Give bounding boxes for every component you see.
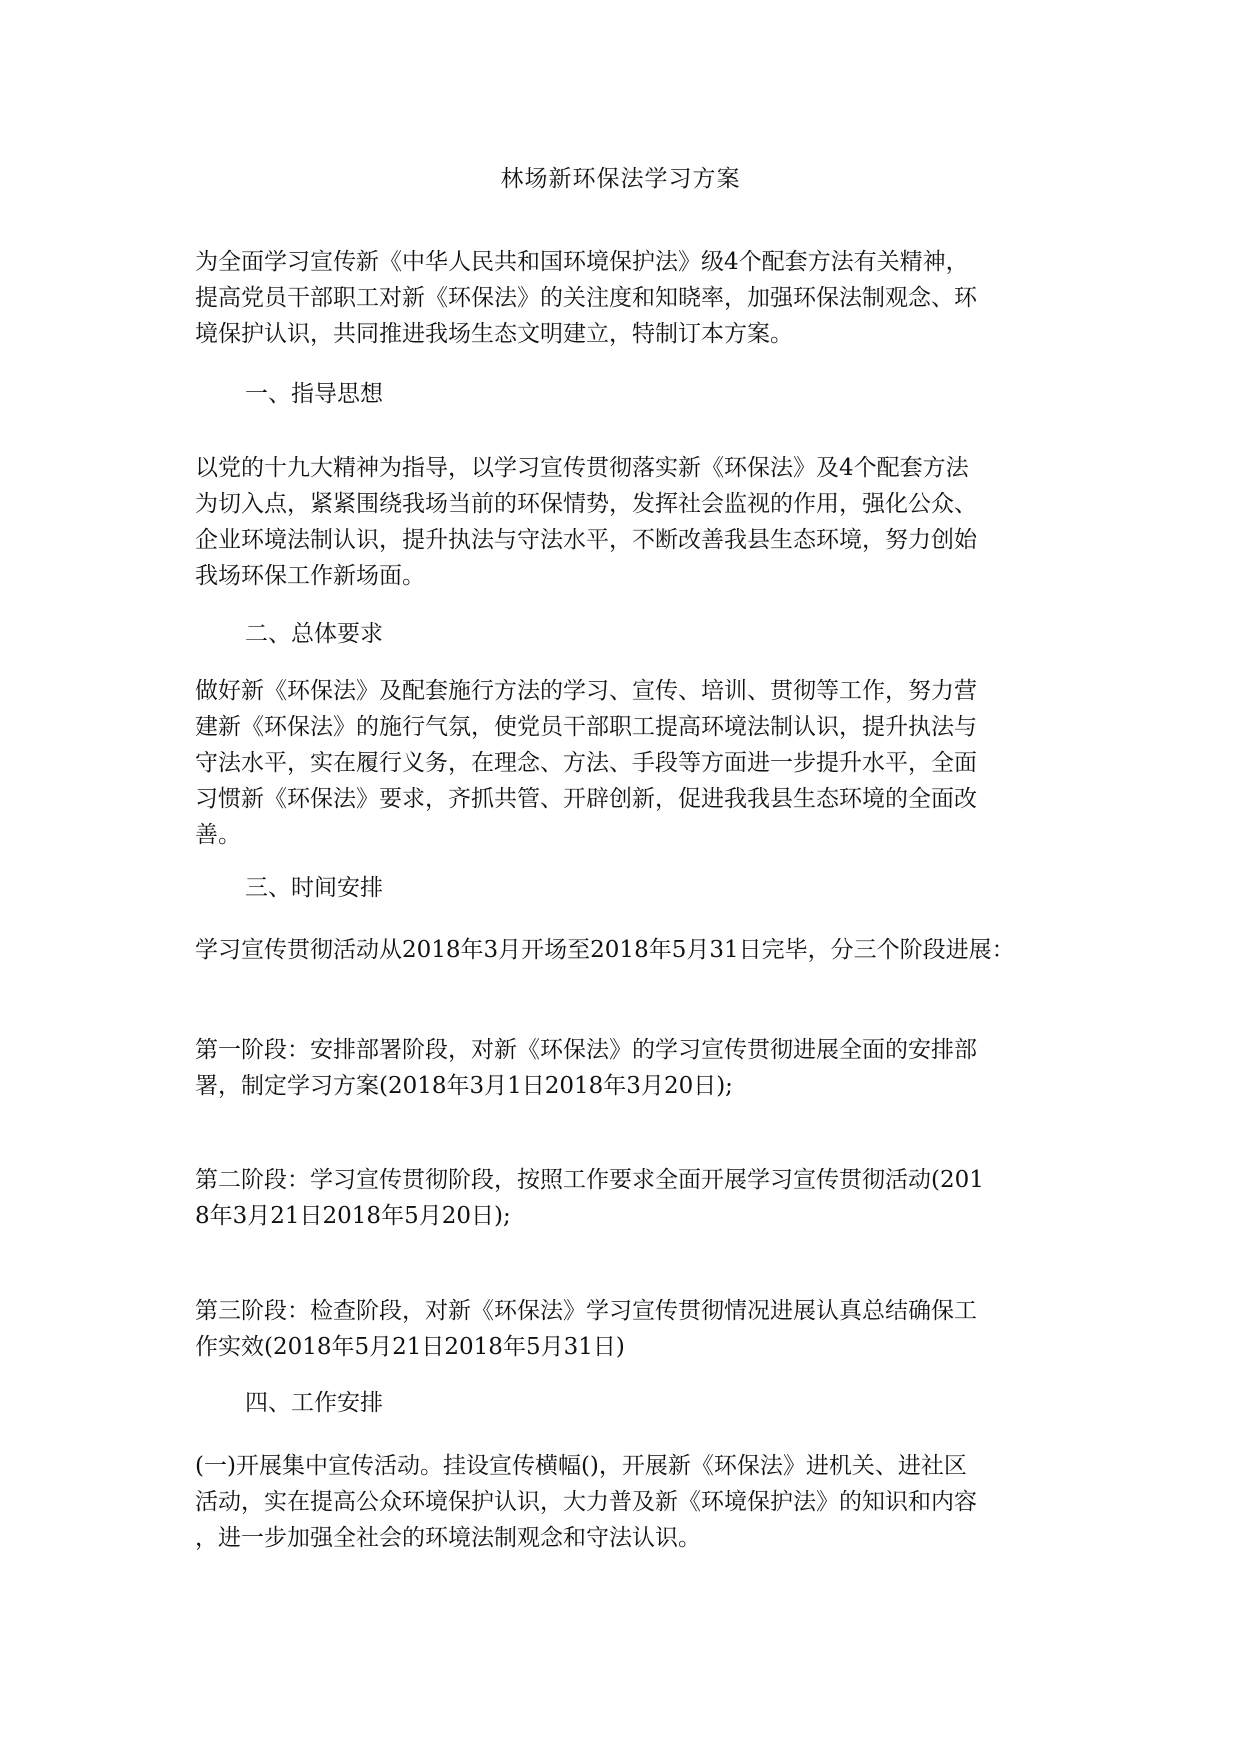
- guiding-ideology-paragraph: [195, 450, 1055, 594]
- paragraph-line: 做好新《环保法》及配套施行方法的学习、宣传、培训、贯彻等工作，努力营: [195, 678, 977, 704]
- paragraph-line: 作实效(2018年5月21日2018年5月31日): [195, 1334, 625, 1360]
- section-heading-time-schedule: 三、时间安排: [245, 875, 383, 901]
- paragraph-line: 为切入点，紧紧围绕我场当前的环保情势，发挥社会监视的作用，强化公众、: [195, 491, 977, 517]
- section-heading-guiding-ideology: 一、指导思想: [245, 381, 383, 407]
- overall-requirements-paragraph: [195, 673, 1055, 853]
- paragraph-line: 企业环境法制认识，提升执法与守法水平，不断改善我县生态环境，努力创始: [195, 527, 977, 553]
- paragraph-line: 第三阶段：检查阶段，对新《环保法》学习宣传贯彻情况进展认真总结确保工: [195, 1298, 977, 1324]
- document-title: 林场新环保法学习方案: [500, 166, 741, 192]
- paragraph-line: 建新《环保法》的施行气氛，使党员干部职工提高环境法制认识，提升执法与: [195, 714, 977, 740]
- stage-one-paragraph: [195, 1032, 1055, 1104]
- paragraph-line: 署，制定学习方案(2018年3月1日2018年3月20日);: [195, 1073, 733, 1099]
- intro-paragraph: [195, 244, 1055, 352]
- paragraph-line: (一)开展集中宣传活动。挂设宣传横幅()，开展新《环保法》进机关、进社区: [195, 1453, 967, 1479]
- paragraph-line: 学习宣传贯彻活动从2018年3月开场至2018年5月31日完毕，分三个阶段进展：: [195, 937, 1015, 963]
- paragraph-line: 第一阶段：安排部署阶段，对新《环保法》的学习宣传贯彻进展全面的安排部: [195, 1037, 977, 1063]
- paragraph-line: 境保护认识，共同推进我场生态文明建立，特制订本方案。: [195, 321, 793, 347]
- paragraph-line: 第二阶段：学习宣传贯彻阶段，按照工作要求全面开展学习宣传贯彻活动(201: [195, 1167, 984, 1193]
- section-heading-work-arrangement: 四、工作安排: [245, 1390, 383, 1416]
- paragraph-line: 为全面学习宣传新《中华人民共和国环境保护法》级4个配套方法有关精神，: [195, 249, 969, 275]
- section-heading-overall-requirements: 二、总体要求: [245, 621, 383, 647]
- work-arrangement-item-one: [195, 1448, 1055, 1556]
- stage-three-paragraph: [195, 1293, 1055, 1365]
- paragraph-line: 守法水平，实在履行义务，在理念、方法、手段等方面进一步提升水平，全面: [195, 750, 977, 776]
- paragraph-line: 习惯新《环保法》要求，齐抓共管、开辟创新，促进我我县生态环境的全面改: [195, 786, 977, 812]
- paragraph-line: 活动，实在提高公众环境保护认识，大力普及新《环境保护法》的知识和内容: [195, 1489, 977, 1515]
- paragraph-line: 以党的十九大精神为指导，以学习宣传贯彻落实新《环保法》及4个配套方法: [195, 455, 969, 481]
- paragraph-line: 8年3月21日2018年5月20日);: [195, 1203, 511, 1229]
- paragraph-line: 我场环保工作新场面。: [195, 563, 425, 589]
- stage-two-paragraph: [195, 1162, 1055, 1234]
- paragraph-line: ，进一步加强全社会的环境法制观念和守法认识。: [195, 1525, 701, 1551]
- paragraph-line: 提高党员干部职工对新《环保法》的关注度和知晓率，加强环保法制观念、环: [195, 285, 977, 311]
- time-schedule-intro: [195, 932, 1055, 968]
- paragraph-line: 善。: [195, 822, 241, 848]
